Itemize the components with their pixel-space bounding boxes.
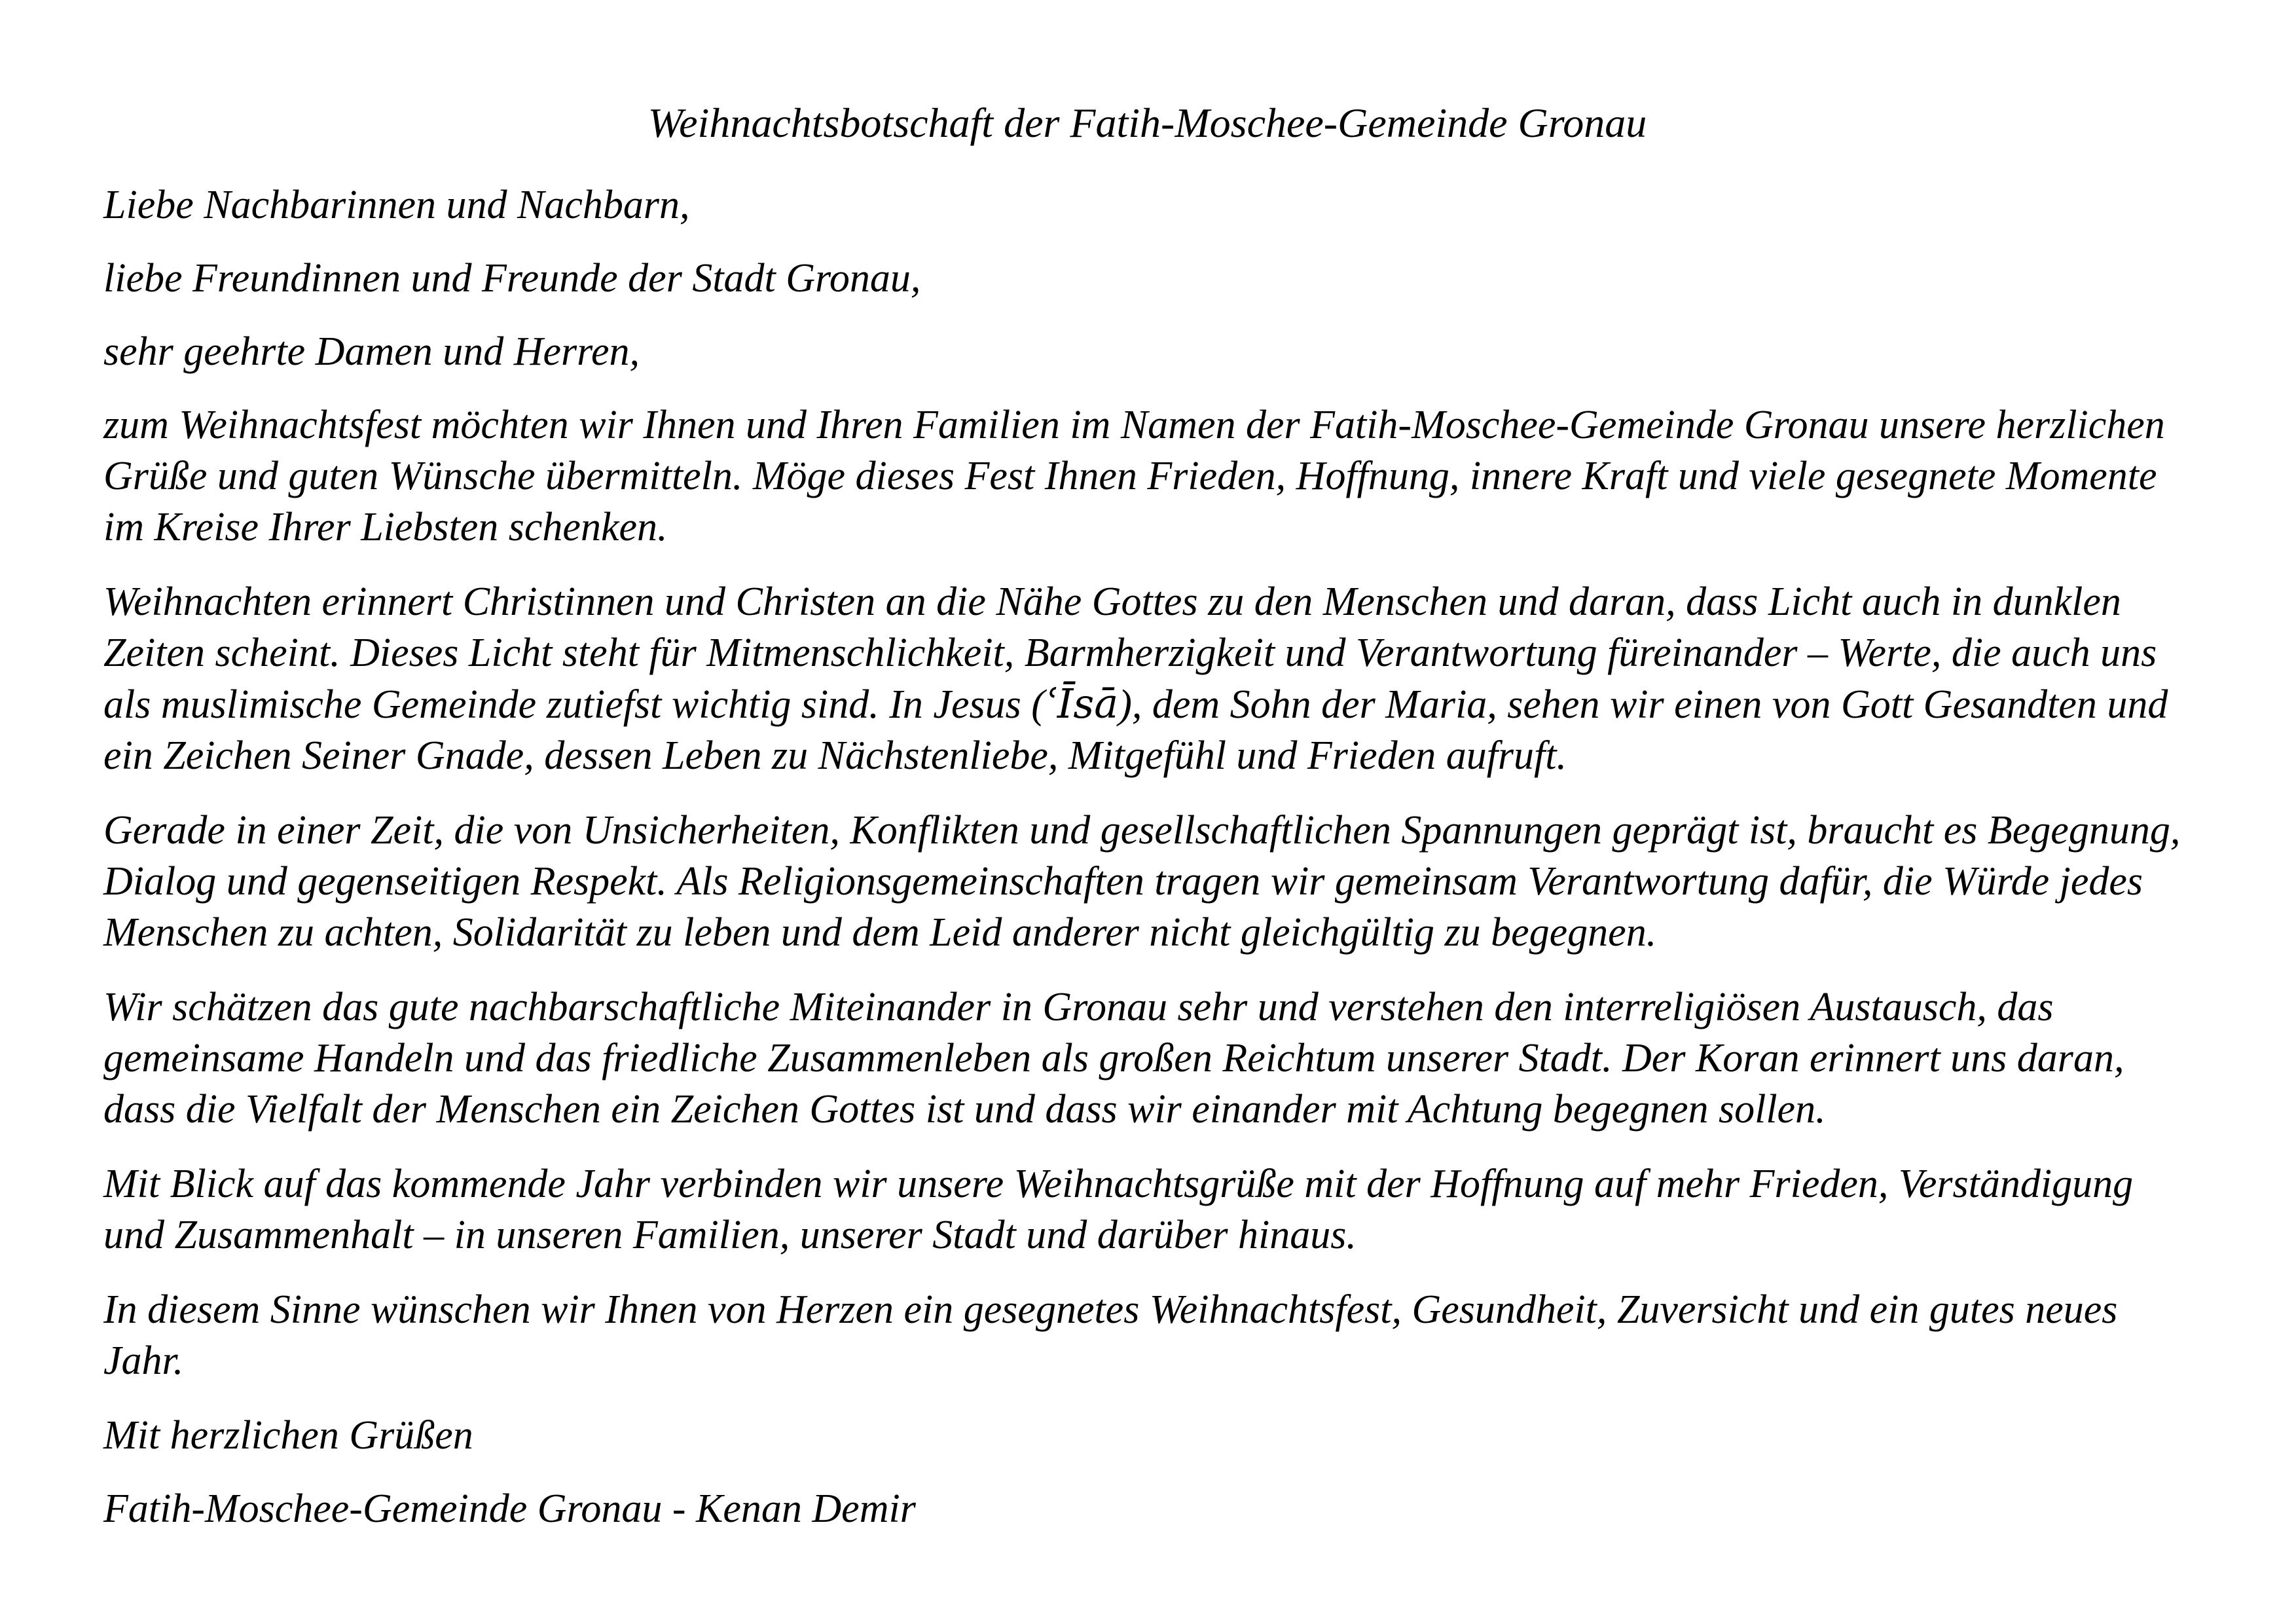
paragraph-text: zum Weihnachtsfest möchten wir Ihnen und Ihren Familien im Namen der Fatih-Moschee-Gemeinde Gronau unsere herzlichen Grüße und guten Wünsche übermitteln. Möge dieses Fest Ihnen Frieden, Hoffnung, innere Kraft und viele gesegnete Momente im Kreise Ihrer Liebsten schenken. <box>103 403 2165 549</box>
paragraph-text: Gerade in einer Zeit, die von Unsicherheiten, Konflikten und gesellschaftlichen Spannungen geprägt ist, braucht es Begegnung, Dialog und gegenseitigen Respekt. Als Religionsgemeinschaften tragen wir gemeinsam Verantwortung dafür, die Würde jedes Menschen zu achten, Solidarität zu leben und dem Leid anderer nicht gleichgültig zu begegnen. <box>103 808 2181 955</box>
closing-line: Mit herzlichen Grüßen <box>103 1413 473 1458</box>
paragraph-text-pre: Weihnachten erinnert Christinnen und Christen an die Nähe Gottes zu den Menschen und daran, dass Licht auch in dunklen Zeiten scheint. Dieses Licht steht für Mitmenschlichkeit, Barmherzigkeit und Verantwortung füreinander – Werte, die auch uns als muslimische Gemeinde zutiefst wichtig sind. In Jesus ( <box>103 580 2157 727</box>
paragraph-christmas-wishes <box>103 399 2191 553</box>
paragraph-text: Wir schätzen das gute nachbarschaftliche Miteinander in Gronau sehr und verstehen den interreligiösen Austausch, das gemeinsame Handeln und das friedliche Zusammenleben als großen Reichtum unserer Stadt. Der Koran erinnert uns daran, dass die Vielfalt der Menschen ein Zeichen Gottes ist und dass wir einander mit Achtung begegnen sollen. <box>103 985 2124 1132</box>
paragraph-final-wishes <box>103 1284 2191 1386</box>
paragraph-text: In diesem Sinne wünschen wir Ihnen von Herzen ein gesegnetes Weihnachtsfest, Gesundheit, Zuversicht und ein gutes neues Jahr. <box>103 1287 2118 1383</box>
salutation-friends: liebe Freundinnen und Freunde der Stadt Gronau, <box>103 256 921 301</box>
paragraph-text: Mit Blick auf das kommende Jahr verbinden wir unsere Weihnachtsgrüße mit der Hoffnung auf mehr Frieden, Verständigung und Zusammenhalt – in unseren Familien, unserer Stadt und darüber hinaus. <box>103 1162 2134 1257</box>
paragraph-new-year-hope <box>103 1158 2191 1261</box>
isa-term: ʿĪsā <box>1044 680 1119 728</box>
salutation-ladies-gentlemen: sehr geehrte Damen und Herren, <box>103 329 640 374</box>
salutation-neighbors: Liebe Nachbarinnen und Nachbarn, <box>103 183 690 227</box>
paragraph-dialog-respect <box>103 805 2191 958</box>
paragraph-christmas-meaning <box>103 576 2191 781</box>
document-title: Weihnachtsbotschaft der Fatih-Moschee-Gemeinde Gronau <box>647 100 1647 146</box>
paragraph-neighborly-coexistence <box>103 982 2191 1135</box>
signature-line: Fatih-Moschee-Gemeinde Gronau - Kenan Demir <box>103 1486 916 1531</box>
paragraph-text-post: ), dem Sohn der Maria, sehen wir einen von Gott Gesandten und ein Zeichen Seiner Gnade, dessen Leben zu Nächstenliebe, Mitgefühl und Frieden aufruft. <box>103 682 2168 778</box>
